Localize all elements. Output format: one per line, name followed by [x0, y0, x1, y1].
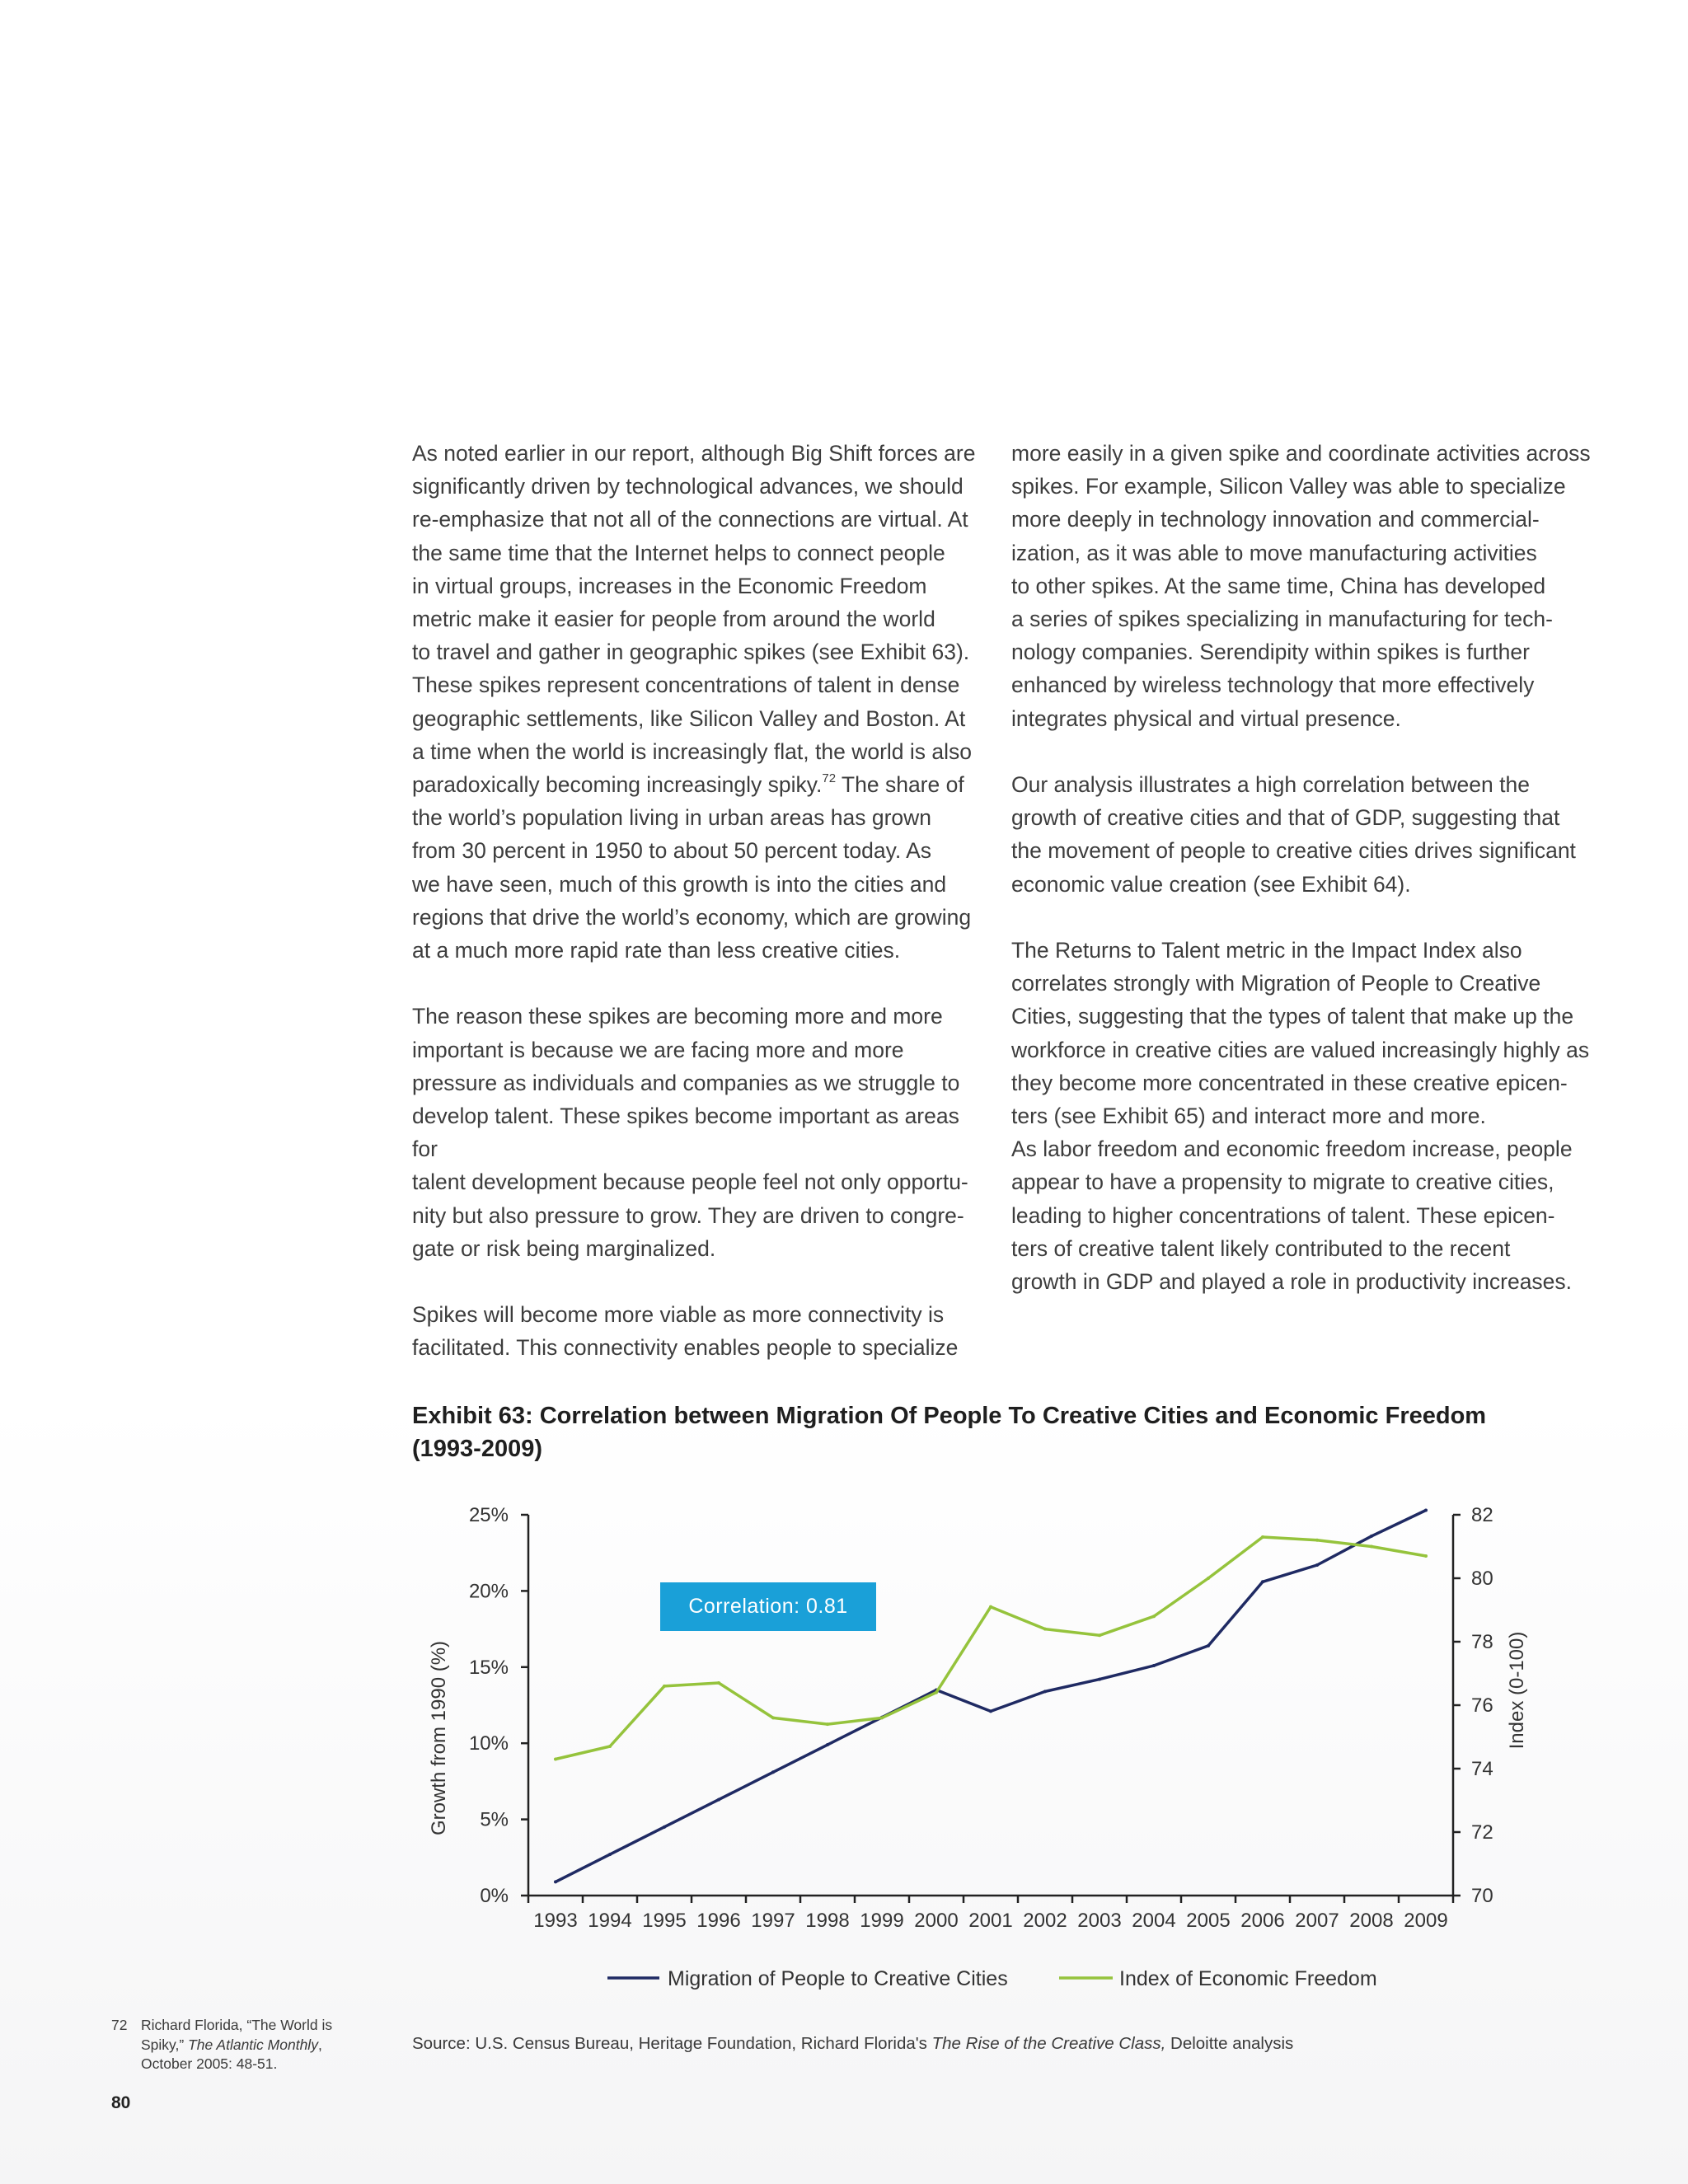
body-paragraph: Spikes will become more viable as more connectivity is facilitated. This connectivity enables people to specialize [412, 1302, 959, 1361]
x-axis-tick-label: 2008 [1349, 1910, 1394, 1932]
legend-label-migration: Migration of People to Creative Cities [668, 1967, 1008, 1990]
x-axis-tick-label: 2005 [1186, 1910, 1231, 1932]
x-axis-tick-label: 2000 [914, 1910, 959, 1932]
data-point-migration [608, 1853, 612, 1856]
body-paragraph: As noted earlier in our report, although Big Shift forces are significantly driven by technological advances, we should re-emphasize that not all of the connections are virtual. At the same time that the Internet helps to connect people in virtual groups, increases in the Economic Freedom metric make it easier for people from around the world to travel and gather in geographic spikes (see Exhibit 63). These spikes represent concentrations of talent in dense geographic settlements, like Silicon Valley and Boston. At a time when the world is increasingly flat, the world is also paradoxically becoming increasingly spiky.$^{72}$ The share of the world’s population living in urban areas has grown from 30 percent in 1950 to about 50 percent today. As we have seen, much of this growth is into the cities and regions that drive the world’s economy, which are growing at a much more rapid rate than less creative cities. [412, 441, 976, 963]
x-axis-tick-label: 1995 [642, 1910, 687, 1932]
body-paragraph: The reason these spikes are becoming more and more important is because we are facing more and more pressure as individuals and companies as we struggle to develop talent. These spikes become important as areas for talent development because people feel not only opportu- nity but also pressure to grow. They are driven to congre- gate or risk being marginalized. [412, 1004, 968, 1261]
legend-label-economic-freedom: Index of Economic Freedom [1119, 1967, 1377, 1990]
x-axis-tick-label: 1998 [805, 1910, 850, 1932]
data-point-economic-freedom [771, 1716, 775, 1719]
data-point-migration [1043, 1690, 1047, 1693]
body-paragraph: As labor freedom and economic freedom increase, people appear to have a propensity to migrate to creative cities, leading to higher concentrations of talent. These epicen- ters of creative talent likely contributed to the recent growth in GDP and played a role in productivity increases. [1011, 1137, 1573, 1295]
right-axis-tick-label: 72 [1471, 1821, 1493, 1844]
left-axis-tick-label: 5% [480, 1808, 509, 1831]
left-axis-tick-label: 25% [468, 1504, 509, 1526]
correlation-annotation: Correlation: 0.81 [660, 1582, 876, 1631]
right-axis-tick-label: 80 [1471, 1568, 1493, 1590]
data-point-migration [1370, 1535, 1373, 1538]
data-point-migration [1207, 1644, 1210, 1647]
data-point-migration [989, 1709, 992, 1713]
x-axis-tick-label: 2009 [1404, 1910, 1448, 1932]
data-point-migration [1315, 1563, 1319, 1567]
x-axis-tick-label: 1994 [588, 1910, 632, 1932]
data-point-economic-freedom [1152, 1615, 1156, 1618]
data-point-migration [1424, 1508, 1428, 1511]
data-point-migration [826, 1743, 829, 1746]
data-point-economic-freedom [554, 1757, 557, 1760]
data-point-economic-freedom [1261, 1535, 1264, 1539]
data-point-migration [1098, 1678, 1101, 1681]
data-point-economic-freedom [1098, 1633, 1101, 1637]
series-line-migration [556, 1511, 1426, 1882]
source-note: Source: U.S. Census Bureau, Heritage Foundation, Richard Florida's The Rise of the Creative Class, Deloitte analysis [412, 2034, 1294, 2053]
right-axis-tick-label: 76 [1471, 1694, 1493, 1717]
data-point-economic-freedom [880, 1716, 884, 1719]
x-axis-tick-label: 1993 [533, 1910, 578, 1932]
right-axis-tick-label: 74 [1471, 1758, 1493, 1780]
data-point-economic-freedom [608, 1745, 612, 1748]
left-axis-tick-label: 10% [468, 1732, 509, 1755]
data-point-economic-freedom [989, 1605, 992, 1609]
data-point-migration [554, 1880, 557, 1883]
body-paragraph: Our analysis illustrates a high correlation between the growth of creative cities and that of GDP, suggesting that the movement of people to creative cities drives significant economic value creation (see Exhibit 64). [1011, 772, 1576, 897]
data-point-migration [663, 1825, 666, 1829]
x-axis-tick-label: 1996 [696, 1910, 741, 1932]
x-axis-tick-label: 2004 [1132, 1910, 1176, 1932]
data-point-economic-freedom [1043, 1628, 1047, 1631]
x-axis-tick-label: 2007 [1295, 1910, 1339, 1932]
chart-axes [528, 1515, 1453, 1896]
x-axis-tick-label: 1997 [751, 1910, 795, 1932]
left-axis-tick-label: 0% [480, 1885, 509, 1907]
right-axis-title: Index (0-100) [1506, 1631, 1528, 1750]
chart-series [554, 1508, 1428, 1883]
data-point-migration [1152, 1664, 1156, 1667]
data-point-migration [1261, 1580, 1264, 1583]
data-point-economic-freedom [717, 1681, 720, 1685]
left-axis-tick-label: 15% [468, 1656, 509, 1679]
data-point-economic-freedom [663, 1685, 666, 1688]
body-paragraph: more easily in a given spike and coordinate activities across spikes. For example, Silicon Valley was able to specialize more deeply in technology innovation and commercial- ization, as it was able to move manufacturing activities to other spikes. At the same time, China has developed a series of spikes specializing in manufacturing for tech- nology companies. Serendipity within spikes is further enhanced by wireless technology that more effectively integrates physical and virtual presence. [1011, 441, 1591, 731]
data-point-economic-freedom [1315, 1539, 1319, 1542]
left-axis-tick-label: 20% [468, 1580, 509, 1603]
footnote-reference[interactable]: 72 [822, 771, 837, 786]
data-point-migration [717, 1798, 720, 1802]
x-axis-tick-label: 2001 [968, 1910, 1013, 1932]
x-axis-tick-label: 2003 [1077, 1910, 1122, 1932]
exhibit-title: Exhibit 63: Correlation between Migration Of People To Creative Cities and Economic Freedom (1993-2009) [412, 1403, 1487, 1462]
right-axis-tick-label: 78 [1471, 1631, 1493, 1653]
data-point-economic-freedom [935, 1691, 938, 1694]
data-point-economic-freedom [1370, 1545, 1373, 1549]
axis-ticks [469, 1504, 1493, 1932]
data-point-economic-freedom [1424, 1554, 1428, 1558]
left-axis-title: Growth from 1990 (%) [428, 1640, 450, 1836]
right-axis-tick-label: 82 [1471, 1504, 1493, 1526]
body-paragraph: The Returns to Talent metric in the Impact Index also correlates strongly with Migration of People to Creative Cities, suggesting that the types of talent that make up the workforce in creative cities are valued increasingly highly as they become more concentrated in these creative epicen- ters (see Exhibit 65) and interact more and more. [1011, 938, 1590, 1129]
footnote-number: 72 [111, 2017, 128, 2033]
data-point-migration [771, 1770, 775, 1774]
x-axis-tick-label: 1999 [860, 1910, 904, 1932]
chart-legend [607, 1967, 1377, 1990]
data-point-economic-freedom [1207, 1577, 1210, 1580]
right-axis-tick-label: 70 [1471, 1885, 1493, 1907]
footnote-text: Richard Florida, “The World is Spiky,” The Atlantic Monthly, October 2005: 48-51. [141, 2017, 333, 2072]
page-number: 80 [111, 2093, 131, 2112]
x-axis-tick-label: 2002 [1023, 1910, 1067, 1932]
data-point-economic-freedom [826, 1722, 829, 1726]
x-axis-tick-label: 2006 [1240, 1910, 1285, 1932]
